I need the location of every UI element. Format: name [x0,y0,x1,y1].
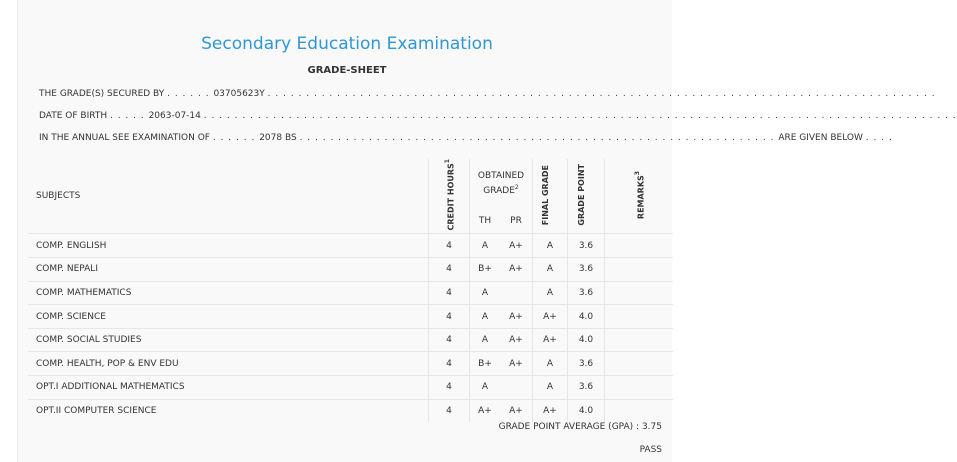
pr-grade-cell: A+ [500,352,533,376]
exam-year: 2078 BS [259,133,297,143]
credit-cell: 4 [429,399,470,422]
pr-grade-cell [500,376,533,400]
final-grade-cell: A [533,352,568,376]
subject-cell: COMP. SOCIAL STUDIES [28,328,429,352]
remarks-cell [605,399,674,422]
pr-grade-cell: A+ [500,234,533,258]
subject-cell: COMP. NEPALI [28,258,429,282]
grade-point-cell: 4.0 [568,399,605,422]
table-row [28,376,673,400]
credit-cell: 4 [429,376,470,400]
final-grade-cell: A+ [533,328,568,352]
obtained-grade-header: OBTAINED GRADE$^2$ [470,159,533,208]
exam-label: IN THE ANNUAL SEE EXAMINATION OF [39,133,210,143]
pr-grade-cell [500,281,533,305]
exam-line: IN THE ANNUAL SEE EXAMINATION OF . . . . . . 2078 BS . . . . . . . . . . . . . . . . . . . . . . . . . . . . . . . . . . . . . . . . . . . . . . . . . . . . . . . . . . . . . . ARE GIVEN BELOW . . . . [39,133,893,143]
th-grade-cell: A [470,234,501,258]
grade-sheet [17,0,957,462]
grade-secured-label: THE GRADE(S) SECURED BY [39,89,165,99]
gpa-line [499,422,662,432]
subject-cell: COMP. HEALTH, POP & ENV EDU [28,352,429,376]
grade-point-cell: 3.6 [568,281,605,305]
table-row [28,258,673,282]
grade-secured-line: THE GRADE(S) SECURED BY . . . . . . 03705623Y . . . . . . . . . . . . . . . . . . . . . . . . . . . . . . . . . . . . . . . . . . . . . . . . . . . . . . . . . . . . . . . . . . . . . . . . . . . . . . . . . . . . . . . [39,89,936,99]
subject-cell: OPT.II COMPUTER SCIENCE [28,399,429,422]
grade-point-cell: 4.0 [568,328,605,352]
grade-point-header: GRADE POINT [568,159,605,234]
grade-point-cell: 3.6 [568,258,605,282]
th-grade-cell: B+ [470,352,501,376]
grades-table [28,159,673,422]
credit-cell: 4 [429,258,470,282]
credit-cell: 4 [429,352,470,376]
th-grade-cell: A [470,376,501,400]
exam-title: Secondary Education Examination [201,34,493,54]
table-row [28,234,673,258]
credit-cell: 4 [429,281,470,305]
final-grade-cell: A+ [533,399,568,422]
grade-point-cell: 3.6 [568,352,605,376]
final-grade-cell: A [533,234,568,258]
credit-cell: 4 [429,328,470,352]
remarks-cell [605,328,674,352]
table-row [28,328,673,352]
dob-label: DATE OF BIRTH [39,111,108,121]
given-below-label: ARE GIVEN BELOW [778,133,863,143]
final-grade-header: FINAL GRADE [533,159,568,234]
th-header: TH [470,208,501,234]
th-grade-cell: A [470,281,501,305]
grade-point-cell: 4.0 [568,305,605,329]
th-grade-cell: A+ [470,399,501,422]
final-grade-cell: A+ [533,305,568,329]
subject-cell: COMP. MATHEMATICS [28,281,429,305]
pr-grade-cell: A+ [500,258,533,282]
pr-grade-cell: A+ [500,305,533,329]
table-row [28,281,673,305]
remarks-cell [605,352,674,376]
pr-grade-cell: A+ [500,328,533,352]
symbol-number: 03705623Y [213,89,265,99]
table-row [28,305,673,329]
th-grade-cell: A [470,328,501,352]
th-grade-cell: A [470,305,501,329]
subject-cell: COMP. ENGLISH [28,234,429,258]
table-row [28,399,673,422]
remarks-cell [605,234,674,258]
pr-grade-cell: A+ [500,399,533,422]
credit-hours-header: CREDIT HOURS$^1$ [429,159,470,234]
credit-cell: 4 [429,234,470,258]
result-status: PASS [639,445,662,455]
gpa-label: GRADE POINT AVERAGE (GPA) : [498,422,640,432]
dob-line: DATE OF BIRTH . . . . . 2063-07-14 . . . . . . . . . . . . . . . . . . . . . . . . . . . . . . . . . . . . . . . . . . . . . . . . . . . . . . . . . . . . . . . . . . . . . . . . . . . . . . . . . . . . . . . . . . . . . . . . . . [39,111,957,121]
remarks-cell [605,281,674,305]
gpa-value: 3.75 [641,422,662,432]
table-row [28,352,673,376]
grade-point-cell: 3.6 [568,376,605,400]
remarks-cell [605,376,674,400]
th-grade-cell: B+ [470,258,501,282]
subject-cell: COMP. SCIENCE [28,305,429,329]
remarks-cell [605,258,674,282]
final-grade-cell: A [533,258,568,282]
credit-cell: 4 [429,305,470,329]
final-grade-cell: A [533,376,568,400]
grade-sheet-heading: GRADE-SHEET [307,65,387,76]
dob-value: 2063-07-14 [148,111,201,121]
grade-point-cell: 3.6 [568,234,605,258]
subject-cell: OPT.I ADDITIONAL MATHEMATICS [28,376,429,400]
remarks-header: REMARKS$^3$ [605,159,674,234]
remarks-cell [605,305,674,329]
pr-header: PR [510,215,522,226]
final-grade-cell: A [533,281,568,305]
subjects-header: SUBJECTS [36,191,81,202]
